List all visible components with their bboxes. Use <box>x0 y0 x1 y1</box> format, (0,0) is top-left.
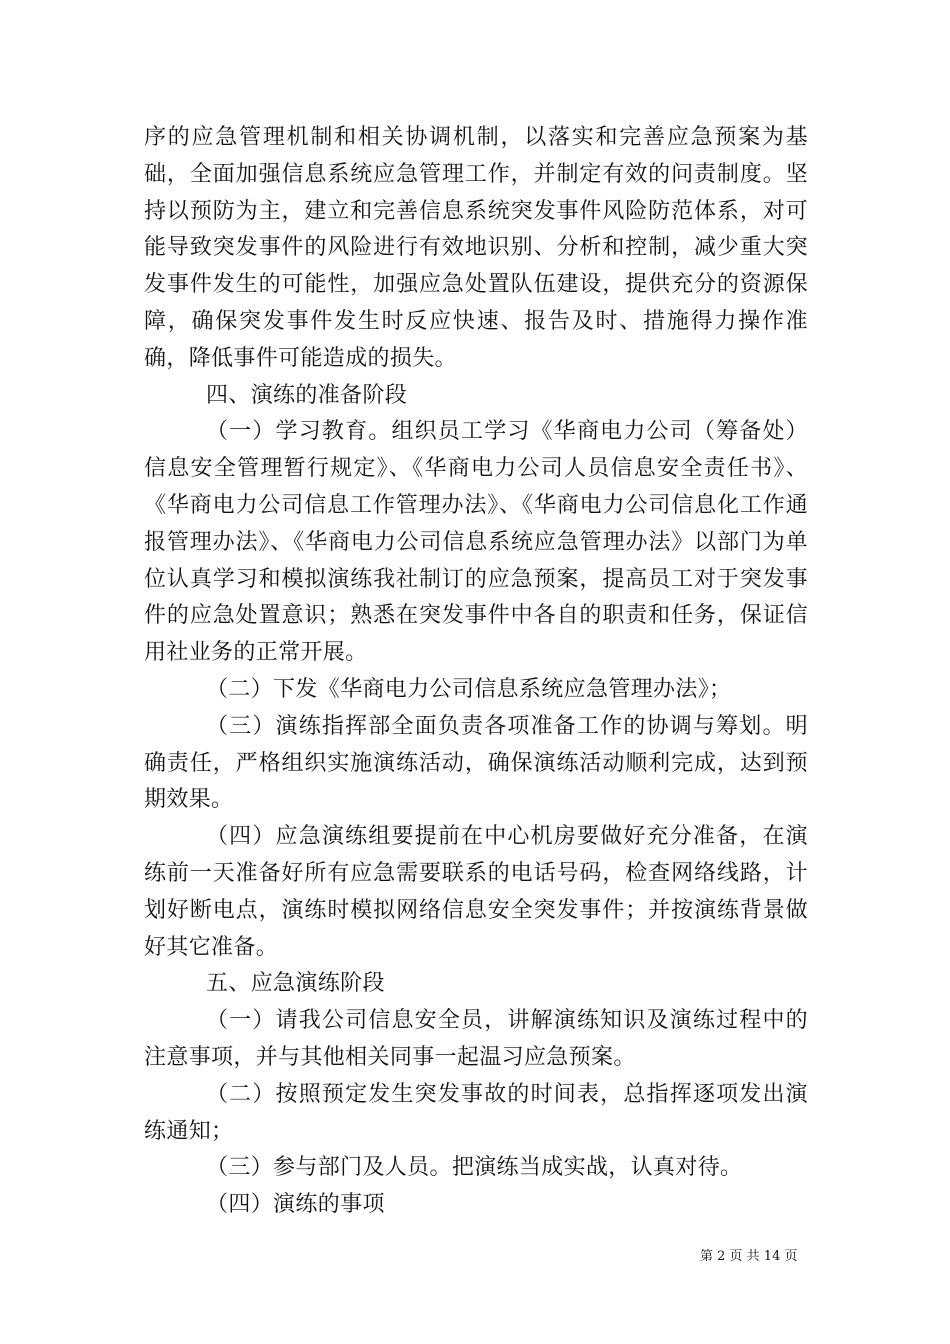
paragraph-participants: （三）参与部门及人员。把演练当成实战，认真对待。 <box>206 1155 743 1181</box>
document-body <box>144 120 808 1224</box>
paragraph-issue-measures: （二）下发《华商电力公司信息系统应急管理办法》； <box>206 676 732 702</box>
section-heading-preparation: 四、演练的准备阶段 <box>206 382 408 408</box>
page-number-footer: 第 2 页 共 14 页 <box>700 1249 798 1264</box>
section-heading-drill-stage: 五、应急演练阶段 <box>206 971 385 997</box>
paragraph-security-officer: （一）请我公司信息安全员，讲解演练知识及演练过程中的注意事项，并与其他相关同事一起温习应急预案。 <box>144 1008 808 1070</box>
paragraph-study-education: （一）学习教育。组织员工学习《华商电力公司（筹备处）信息安全管理暂行规定》、《华商电力公司人员信息安全责任书》、《华商电力公司信息工作管理办法》、《华商电力公司信息化工作通报管理办法》、《华商电力公司信息系统应急管理办法》以部门为单位认真学习和模拟演练我社制订的应急预案，提高员工对于突发事件的应急处置意识；熟悉在突发事件中各自的职责和任务，保证信用社业务的正常开展。 <box>144 419 808 666</box>
paragraph-continuation: 序的应急管理机制和相关协调机制，以落实和完善应急预案为基础，全面加强信息系统应急管理工作，并制定有效的问责制度。坚持以预防为主，建立和完善信息系统突发事件风险防范体系，对可能导致突发事件的风险进行有效地识别、分析和控制，减少重大突发事件发生的可能性，加强应急处置队伍建设，提供充分的资源保障，确保突发事件发生时反应快速、报告及时、措施得力操作准确，降低事件可能造成的损失。 <box>144 125 808 371</box>
paragraph-drill-group-preparation: （四）应急演练组要提前在中心机房要做好充分准备，在演练前一天准备好所有应急需要联系的电话号码，检查网络线路，计划好断电点，演练时模拟网络信息安全突发事件；并按演练背景做好其它准备。 <box>144 824 808 960</box>
paragraph-drill-items: （四）演练的事项 <box>206 1192 385 1218</box>
paragraph-command-coordination: （三）演练指挥部全面负责各项准备工作的协调与筹划。明确责任，严格组织实施演练活动，确保演练活动顺利完成，达到预期效果。 <box>144 713 808 813</box>
paragraph-drill-notice: （二）按照预定发生突发事故的时间表，总指挥逐项发出演练通知； <box>144 1081 808 1144</box>
